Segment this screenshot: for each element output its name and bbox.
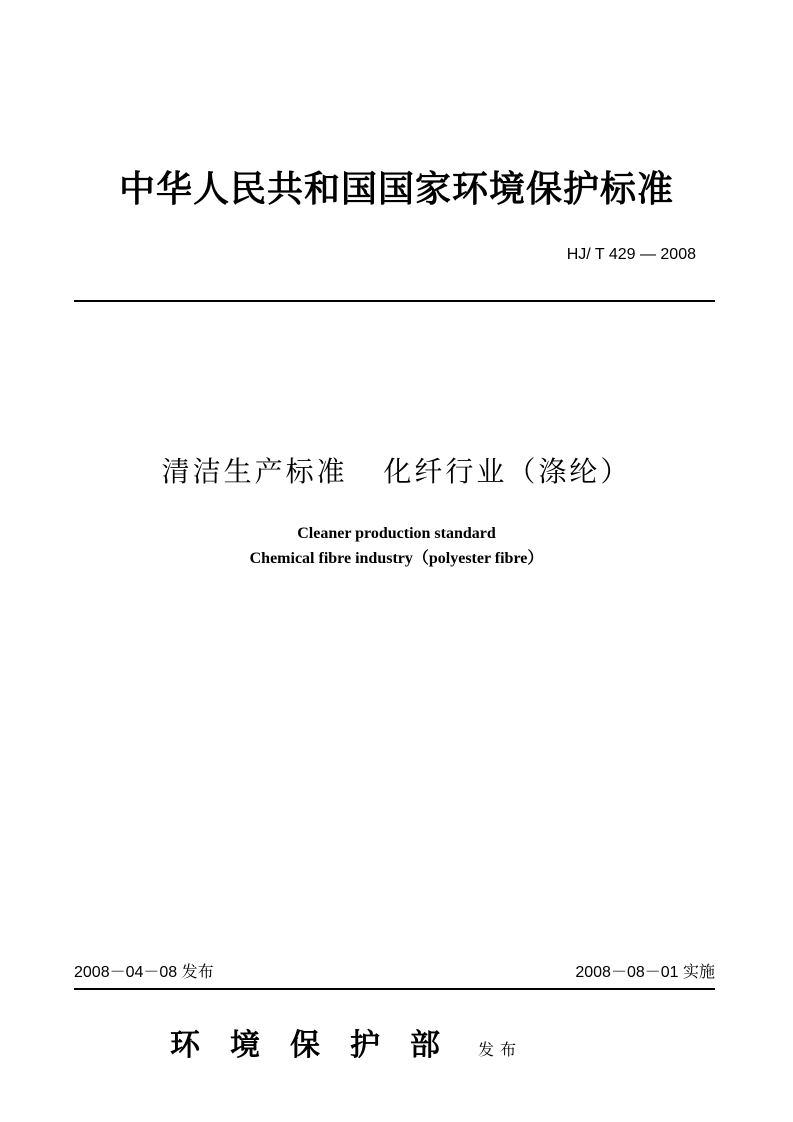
standard-number: HJ/ T 429 — 2008 bbox=[566, 246, 696, 263]
national-standard-title: 中华人民共和国国家环境保护标准 bbox=[118, 168, 674, 210]
english-title-line-1: Cleaner production standard bbox=[297, 525, 496, 542]
publisher-name: 环境保护部 bbox=[170, 1028, 470, 1063]
top-divider bbox=[74, 300, 715, 302]
chinese-title: 清洁生产标准 化纤行业（涤纶） bbox=[161, 455, 632, 488]
implementation-date: 2008－08－01 实施 bbox=[575, 964, 715, 981]
publisher-block bbox=[170, 1024, 522, 1072]
english-title-line-2: Chemical fibre industry（polyester fibre） bbox=[249, 550, 544, 567]
publisher-suffix: 发布 bbox=[478, 1040, 523, 1059]
bottom-divider bbox=[74, 988, 715, 990]
issue-date: 2008－04－08 发布 bbox=[74, 964, 214, 981]
